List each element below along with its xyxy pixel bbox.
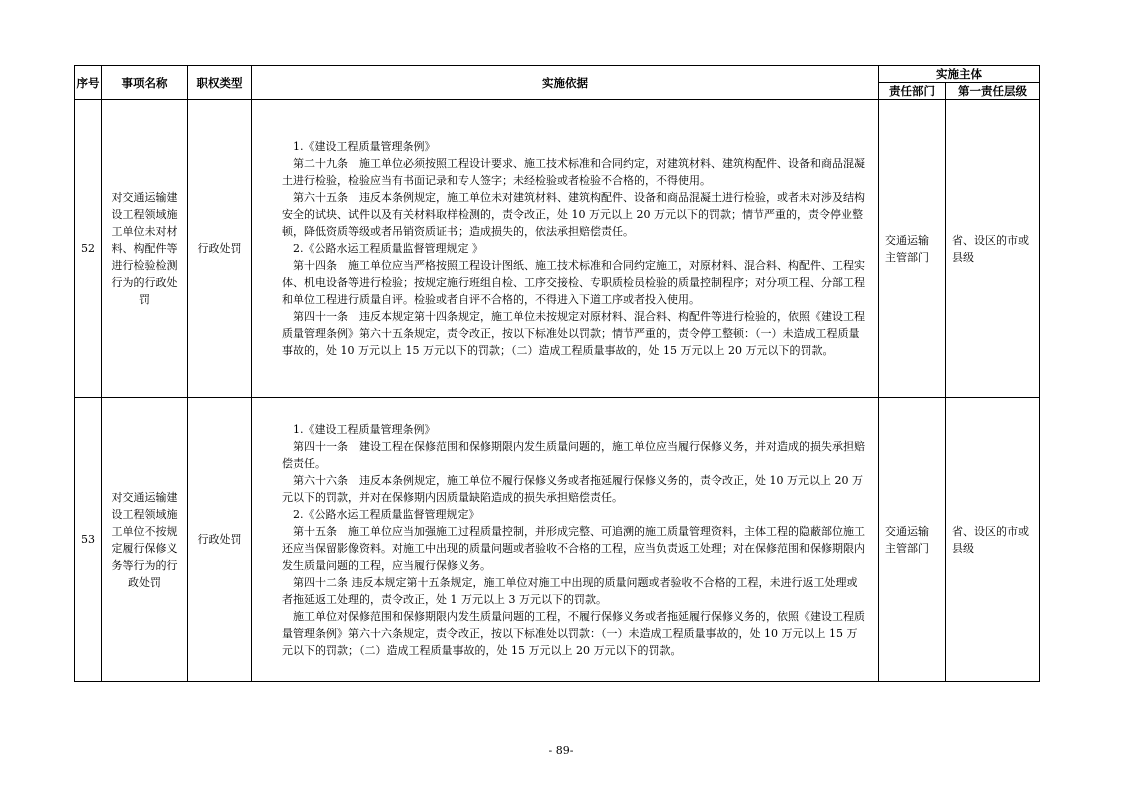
- row-responsible-dept: 交通运输主管部门: [879, 398, 946, 682]
- basis-paragraph: 第六十五条 违反本条例规定，施工单位未对建筑材料、建筑构配件、设备和商品混凝土进行检验，或者未对涉及结构安全的试块、试件以及有关材料取样检测的，责令改正，处 10 万元以上 20 万元以下的罚款；情节严重的，责令停业整顿，降低资质等级或者吊销资质证书；造成损失的，依法承担赔偿责任。: [282, 191, 865, 238]
- row-item-name: 对交通运输建设工程领域施工单位未对材料、构配件等进行检验检测行为的行政处罚: [102, 100, 188, 398]
- document-table: [74, 65, 1040, 682]
- row-basis: [252, 398, 879, 682]
- table-row: [75, 398, 1040, 682]
- page-number: - 89-: [548, 744, 574, 757]
- row-authority-type: 行政处罚: [188, 398, 252, 682]
- header-implementing-entity: 实施主体: [879, 66, 1040, 83]
- basis-paragraph: 施工单位对保修范围和保修期限内发生质量问题的工程，不履行保修义务或者拖延履行保修义务的，依照《建设工程质量管理条例》第六十六条规定，责令改正，按以下标准处以罚款：（一）未造成工程质量事故的，处 10 万元以上 15 万元以下的罚款；（二）造成工程质量事故的，处 15 万元以上 20 万元以下的罚款。: [282, 609, 865, 657]
- basis-paragraph: 第四十一条 建设工程在保修范围和保修期限内发生质量问题的，施工单位应当履行保修义务，并对造成的损失承担赔偿责任。: [282, 439, 865, 470]
- row-first-responsibility-level: 省、设区的市或县级: [946, 100, 1040, 398]
- row-seq: 52: [75, 100, 102, 398]
- header-basis: 实施依据: [252, 66, 879, 100]
- row-seq: 53: [75, 398, 102, 682]
- row-basis: [252, 100, 879, 398]
- basis-paragraph: 1.《建设工程质量管理条例》: [293, 140, 436, 153]
- basis-paragraph: 第四十二条 违反本规定第十五条规定，施工单位对施工中出现的质量问题或者验收不合格的工程，未进行返工处理或者拖延返工处理的，责令改正，处 1 万元以上 3 万元以下的罚款。: [282, 575, 858, 606]
- basis-paragraph: 第十五条 施工单位应当加强施工过程质量控制，并形成完整、可追溯的施工质量管理资料，主体工程的隐蔽部位施工还应当保留影像资料。对施工中出现的质量问题或者验收不合格的工程，应当负责返工处理；对在保修范围和保修期限内发生质量问题的工程，应当履行保修义务。: [282, 524, 865, 572]
- row-authority-type: 行政处罚: [188, 100, 252, 398]
- row-first-responsibility-level: 省、设区的市或县级: [946, 398, 1040, 682]
- header-responsible-dept: 责任部门: [879, 83, 946, 100]
- basis-paragraph: 1.《建设工程质量管理条例》: [293, 422, 436, 436]
- table-row: [75, 100, 1040, 398]
- row-responsible-dept: 交通运输主管部门: [879, 100, 946, 398]
- basis-paragraph: 2.《公路水运工程质量监督管理规定》: [293, 507, 480, 521]
- header-authority-type: 职权类型: [188, 66, 252, 100]
- basis-paragraph: 第六十六条 违反本条例规定，施工单位不履行保修义务或者拖延履行保修义务的，责令改正，处 10 万元以上 20 万元以下的罚款，并对在保修期内因质量缺陷造成的损失承担赔偿责任。: [282, 473, 863, 504]
- header-item-name: 事项名称: [102, 66, 188, 100]
- header-first-responsibility-level: 第一责任层级: [946, 83, 1040, 100]
- header-seq: 序号: [75, 66, 102, 100]
- basis-paragraph: 第十四条 施工单位应当严格按照工程设计图纸、施工技术标准和合同约定施工，对原材料、混合料、构配件、工程实体、机电设备等进行检验；按规定施行班组自检、工序交接检、专职质检员检验的质量控制程序；对分项工程、分部工程和单位工程进行质量自评。检验或者自评不合格的，不得进入下道工序或者投入使用。: [282, 259, 865, 306]
- basis-paragraph: 2.《公路水运工程质量监督管理规定 》: [293, 242, 483, 255]
- basis-paragraph: 第四十一条 违反本规定第十四条规定，施工单位未按规定对原材料、混合料、构配件等进行检验的，依照《建设工程质量管理条例》第六十五条规定，责令改正，按以下标准处以罚款；情节严重的，责令停工整顿：（一）未造成工程质量事故的，处 10 万元以上 15 万元以下的罚款；（二）造成工程质量事故的，处 15 万元以上 20 万元以下的罚款。: [282, 310, 865, 357]
- basis-paragraph: 第二十九条 施工单位必须按照工程设计要求、施工技术标准和合同约定，对建筑材料、建筑构配件、设备和商品混凝土进行检验，检验应当有书面记录和专人签字；未经检验或者检验不合格的，不得使用。: [282, 157, 865, 187]
- row-item-name: 对交通运输建设工程领域施工单位不按规定履行保修义务等行为的行政处罚: [102, 398, 188, 682]
